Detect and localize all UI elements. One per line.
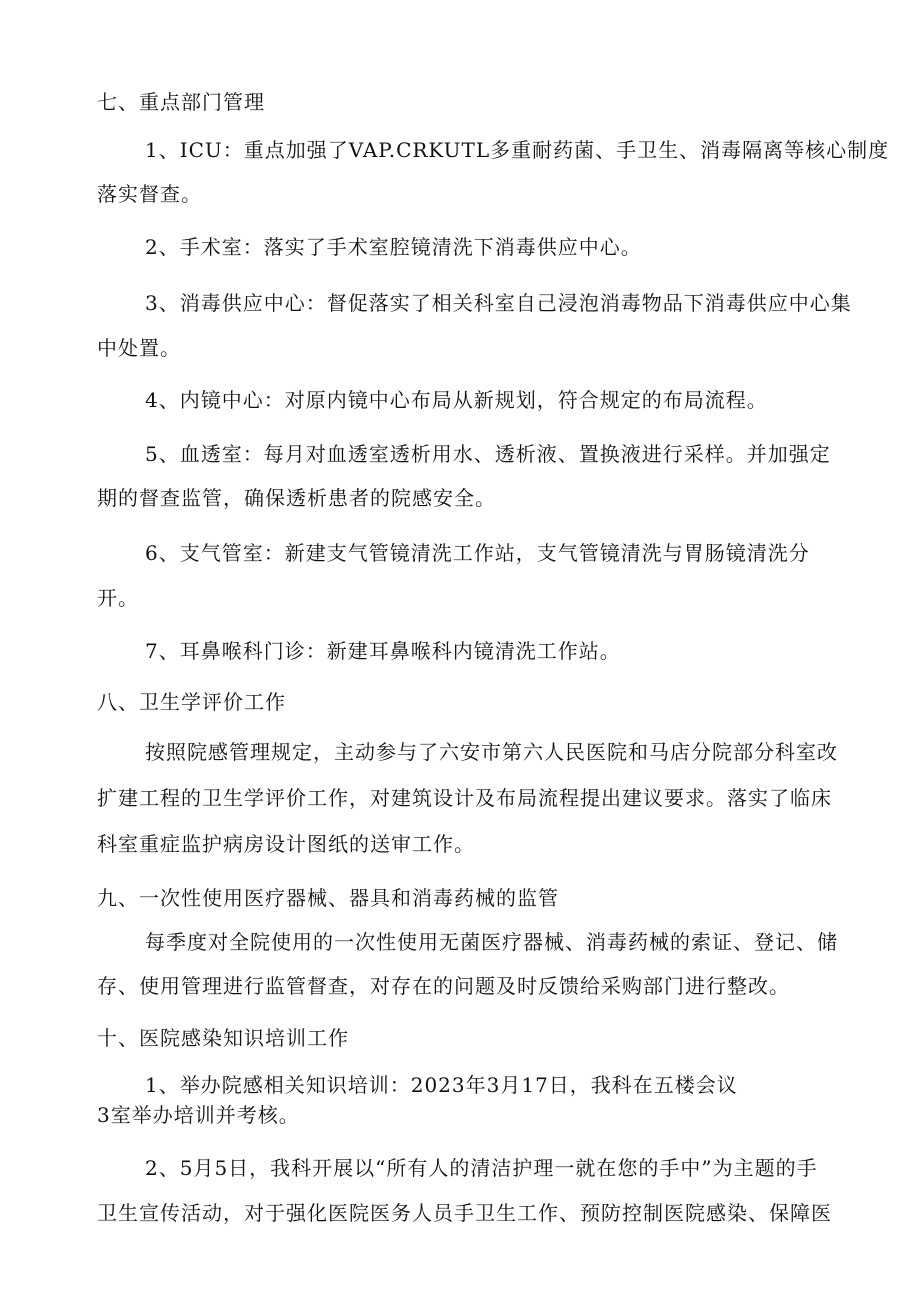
section-7-item-1-line-2: 落实督查。 xyxy=(97,182,202,206)
section-7-item-5-line-1: 5、血透室：每月对血透室透析用水、透析液、置换液进行采样。并加强定 xyxy=(145,442,831,466)
section-8-heading: 八、卫生学评价工作 xyxy=(97,690,286,714)
section-7-item-1-line-1: 1、ICU：重点加强了VAP.CRKUTL多重耐药菌、手卫生、消毒隔离等核心制度 xyxy=(145,138,890,162)
section-10-item-1-line-2: 3室举办培训并考核。 xyxy=(97,1103,300,1127)
section-7-item-6-line-1: 6、支气管室：新建支气管镜清洗工作站，支气管镜清洗与胃肠镜清洗分 xyxy=(145,541,810,565)
section-7-item-4: 4、内镜中心：对原内镜中心布局从新规划，符合规定的布局流程。 xyxy=(145,388,768,412)
section-10-item-2-line-2: 卫生宣传活动，对于强化医院医务人员手卫生工作、预防控制医院感染、保障医 xyxy=(97,1201,832,1225)
section-7-item-6-line-2: 开。 xyxy=(97,586,139,610)
section-7-item-2: 2、手术室：落实了手术室腔镜清洗下消毒供应中心。 xyxy=(145,235,642,259)
section-7-item-7: 7、耳鼻喉科门诊：新建耳鼻喉科内镜清洗工作站。 xyxy=(145,639,621,663)
section-7-heading: 七、重点部门管理 xyxy=(97,90,265,114)
section-10-item-2-line-1: 2、5月5日，我科开展以“所有人的清洁护理一就在您的手中”为主题的手 xyxy=(145,1156,818,1180)
section-9-heading: 九、一次性使用医疗器械、器具和消毒药械的监管 xyxy=(97,886,559,910)
section-7-item-5-line-2: 期的督查监管，确保透析患者的院感安全。 xyxy=(97,486,496,510)
section-8-paragraph-line-1: 按照院感管理规定，主动参与了六安市第六人民医院和马店分院部分科室改 xyxy=(145,740,838,764)
section-10-item-1-line-1: 1、举办院感相关知识培训：2023年3月17日，我科在五楼会议 xyxy=(145,1073,738,1097)
section-9-paragraph-line-2: 存、使用管理进行监管督查，对存在的问题及时反馈给采购部门进行整改。 xyxy=(97,974,790,998)
section-7-item-3-line-1: 3、消毒供应中心：督促落实了相关科室自己浸泡消毒物品下消毒供应中心集 xyxy=(145,291,852,315)
section-7-item-3-line-2: 中处置。 xyxy=(97,336,181,360)
section-8-paragraph-line-3: 科室重症监护病房设计图纸的送审工作。 xyxy=(97,832,475,856)
section-9-paragraph-line-1: 每季度对全院使用的一次性使用无菌医疗器械、消毒药械的索证、登记、储 xyxy=(145,930,838,954)
section-10-heading: 十、医院感染知识培训工作 xyxy=(97,1026,349,1050)
section-8-paragraph-line-2: 扩建工程的卫生学评价工作，对建筑设计及布局流程提出建议要求。落实了临床 xyxy=(97,786,832,810)
